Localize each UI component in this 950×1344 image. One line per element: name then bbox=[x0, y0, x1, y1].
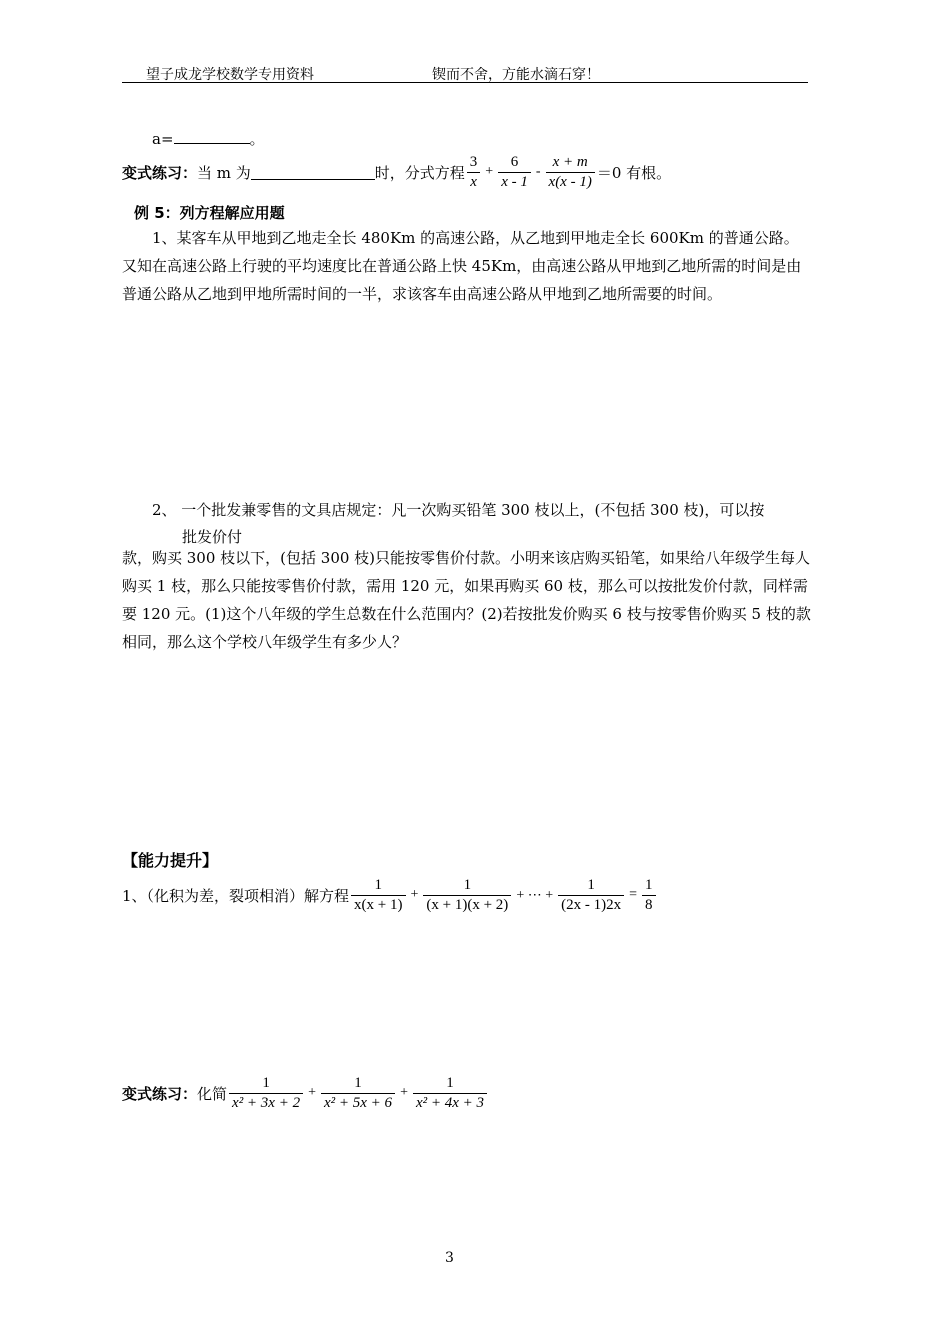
answer-a-suffix: 。 bbox=[249, 130, 265, 148]
answer-a-blank bbox=[174, 129, 250, 144]
variant2-fraction-2: $\frac{1}{\text{x² + 5x + 6}}$ bbox=[321, 1076, 395, 1111]
variant1-fraction-3: $\frac{x + m}{x(x - 1)}$ bbox=[546, 155, 595, 190]
variant1-tail: ＝0 有根。 bbox=[596, 163, 672, 182]
ability-fraction-1: $\frac{1}{x(x + 1)}$ bbox=[351, 878, 405, 913]
variant2-fraction-1: $\frac{1}{\text{x² + 3x + 2}}$ bbox=[229, 1076, 303, 1111]
variant-practice-1: 变式练习： 当 m 为 时，分式方程 $\frac{3}{x}$ + $\frac{6}{x - 1}$ - $\frac{x + m}{x(x - 1)}$ ＝0 有根。 bbox=[122, 153, 672, 190]
answer-a-prefix: a= bbox=[152, 130, 174, 148]
header-rule bbox=[122, 82, 808, 83]
example5-title: 例 5：列方程解应用题 bbox=[134, 204, 285, 222]
example5-problem-2-line2: 批发价付 bbox=[182, 528, 243, 546]
ability-q1-prefix: 1、（化积为差，裂项相消）解方程 bbox=[122, 886, 350, 905]
variant1-label: 变式练习： bbox=[122, 163, 198, 182]
ability-rhs-fraction: $\frac{1}{8}$ bbox=[642, 878, 656, 913]
ability-fraction-3: $\frac{1}{(2x - 1)2x}$ bbox=[558, 878, 624, 913]
variant2-text: 化简 bbox=[197, 1084, 228, 1103]
variant1-blank bbox=[251, 165, 375, 180]
variant2-label: 变式练习： bbox=[122, 1084, 198, 1103]
variant2-fraction-3: $\frac{1}{\text{x² + 4x + 3}}$ bbox=[413, 1076, 487, 1111]
answer-line-a bbox=[152, 128, 265, 149]
variant1-fraction-2: $\frac{6}{x - 1}$ bbox=[498, 155, 531, 190]
ability-question-1: 1、（化积为差，裂项相消）解方程 $\frac{1}{x(x + 1)}$ + $\frac{1}{(x + 1)(x + 2)}$ + ⋯ + $\frac{1}{(2x - 1)2x}$ = $\frac{1}{8}$ bbox=[122, 872, 658, 918]
variant1-text2: 时，分式方程 bbox=[374, 163, 465, 182]
example5-problem-1: 1、某客车从甲地到乙地走全长 480Km 的高速公路，从乙地到甲地走全长 600Km 的普通公路。又知在高速公路上行驶的平均速度比在普通公路上快 45Km，由高速公路从甲地到乙地所需的时间是由普通公路从乙地到甲地所需时间的一半，求该客车由高速公路从甲地到乙地所需要的时间。 bbox=[122, 229, 802, 303]
variant1-text1: 当 m 为 bbox=[197, 163, 251, 182]
header-right: 锲而不舍，方能水滴石穿！ bbox=[432, 67, 600, 83]
variant-practice-2: 变式练习： 化简 $\frac{1}{\text{x² + 3x + 2}}$ + $\frac{1}{\text{x² + 5x + 6}}$ + $\frac{1}{\text{x² + 4x + 3}}$ bbox=[122, 1070, 489, 1116]
example5-problem-2-line1: 2、 一个批发兼零售的文具店规定：凡一次购买铅笔 300 枝以上，(不包括 300 枝)，可以按 bbox=[152, 501, 765, 519]
page-number: 3 bbox=[445, 1250, 454, 1266]
example5-problem-2-body: 款，购买 300 枝以下，(包括 300 枝)只能按零售价付款。小明来该店购买铅笔，如果给八年级学生每人购买 1 枝，那么只能按零售价付款，需用 120 元，如果再购买 60 枝，那么可以按批发价付款，同样需要 120 元。(1)这个八年级的学生总数在什么范围内？(2)若按批发价购买 6 枝与按零售价购买 5 枝的款相同，那么这个学校八年级学生有多少人？ bbox=[122, 549, 811, 651]
variant1-fraction-1: $\frac{3}{x}$ bbox=[467, 155, 481, 190]
ability-fraction-2: $\frac{1}{(x + 1)(x + 2)}$ bbox=[423, 878, 511, 913]
ability-title: 【能力提升】 bbox=[122, 851, 219, 870]
header-left: 望子成龙学校数学专用资料 bbox=[146, 67, 314, 83]
